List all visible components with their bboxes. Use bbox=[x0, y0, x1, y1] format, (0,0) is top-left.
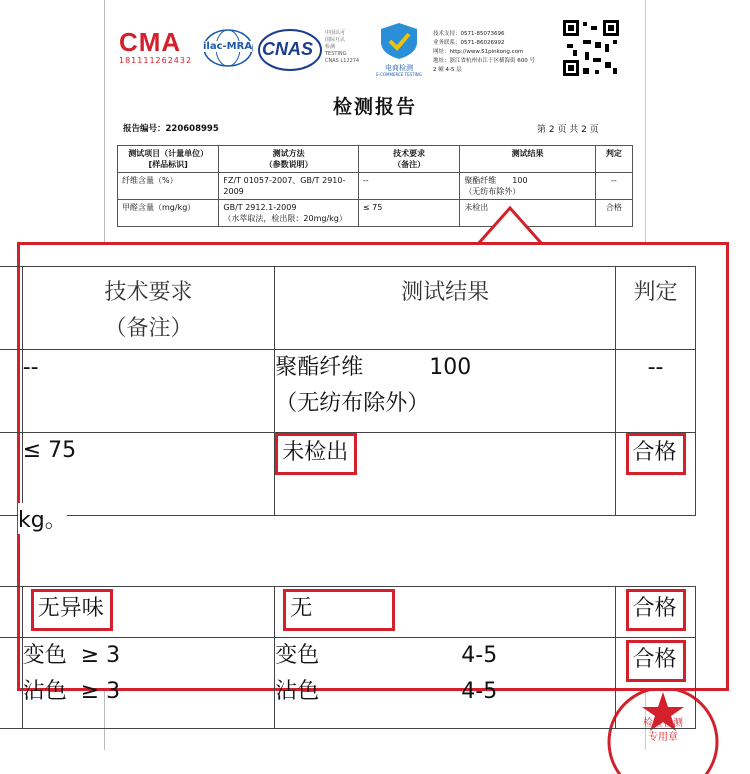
contact-line: 业务联系：0571-86026992 bbox=[433, 40, 505, 46]
zoom-row-odor bbox=[0, 587, 696, 638]
color-change-value: 4-5 bbox=[461, 643, 498, 668]
cnas-caption-line: TESTING bbox=[325, 51, 347, 57]
shield-check-icon bbox=[367, 20, 431, 60]
cma-mark: CMA bbox=[119, 27, 182, 57]
odor-verdict: 合格 bbox=[626, 589, 686, 631]
color-change-requirement: 变色 ≥ 3 bbox=[22, 643, 121, 668]
ilac-logo bbox=[201, 28, 255, 72]
table-cell: 合格 bbox=[595, 200, 632, 227]
colorfastness-verdict-cell bbox=[616, 638, 696, 729]
table-row bbox=[118, 173, 633, 200]
table-cell: 纤维含量（%） bbox=[118, 173, 219, 200]
report-number: 报告编号：220608995 bbox=[123, 124, 219, 134]
zoom-header-requirement bbox=[22, 267, 275, 350]
staining-label: 沾色 bbox=[275, 679, 320, 704]
table-cell: -- bbox=[595, 173, 632, 200]
zoom-cell-edge bbox=[0, 267, 22, 350]
formaldehyde-requirement: ≤ 75 bbox=[22, 433, 275, 516]
zoom-row-gap bbox=[0, 516, 696, 587]
zoom-cell-edge bbox=[0, 638, 22, 729]
cnas-caption-line: 检测 bbox=[325, 44, 336, 50]
cma-logo bbox=[119, 28, 199, 72]
page-indicator: 第 2 页 共 2 页 bbox=[537, 125, 599, 135]
fiber-note: （无纺布除外） bbox=[275, 391, 430, 416]
cnas-text: CNAS bbox=[262, 39, 314, 59]
contact-line: 地址：浙江省杭州市江干区横海街 600 号 bbox=[433, 58, 535, 64]
contact-line: 2 幢 4-5 层 bbox=[433, 67, 462, 73]
table-row bbox=[118, 200, 633, 227]
cnas-caption-line: CNAS L12274 bbox=[325, 58, 360, 64]
report-title: 检测报告 bbox=[332, 96, 417, 118]
zoom-cell-edge bbox=[0, 350, 22, 433]
zoom-cell-edge bbox=[0, 587, 22, 638]
fiber-value: 100 bbox=[429, 355, 472, 380]
requirement-header-line: （备注） bbox=[104, 316, 193, 341]
table-header-row bbox=[118, 146, 633, 173]
results-table bbox=[117, 145, 633, 227]
zoom-header-row bbox=[0, 267, 696, 350]
odor-result: 无 bbox=[283, 589, 395, 631]
odor-verdict-cell bbox=[616, 587, 696, 638]
formaldehyde-verdict-cell bbox=[616, 433, 696, 516]
fiber-verdict: -- bbox=[616, 350, 696, 433]
fiber-name: 聚酯纤维 bbox=[275, 355, 364, 380]
cnas-logo bbox=[257, 28, 323, 72]
zoom-header-verdict: 判定 bbox=[616, 267, 696, 350]
staining-value: 4-5 bbox=[461, 679, 498, 704]
zoomed-results-table bbox=[0, 266, 696, 729]
contact-info bbox=[433, 30, 553, 75]
zoom-gap bbox=[0, 516, 696, 587]
zoom-row-formaldehyde bbox=[0, 433, 696, 516]
table-cell: ≤ 75 bbox=[358, 200, 459, 227]
table-cell: GB/T 2912.1-2009 （水萃取法，检出限：20mg/kg） bbox=[219, 200, 359, 227]
odor-result-cell bbox=[275, 587, 616, 638]
cma-number: 181111262432 bbox=[119, 56, 193, 65]
cnas-caption-line: 中国认可 bbox=[325, 30, 346, 36]
color-change-result bbox=[275, 638, 615, 674]
staining-result bbox=[275, 674, 615, 710]
odor-requirement-cell bbox=[22, 587, 275, 638]
ilac-text: ilac-MRA bbox=[203, 41, 253, 52]
column-header: 测试项目（计量单位） [样品标识] bbox=[118, 146, 219, 173]
contact-line: 技术支持：0571-85073696 bbox=[433, 31, 505, 37]
colorfastness-requirement bbox=[22, 638, 275, 729]
fiber-result bbox=[275, 350, 616, 433]
qr-code-icon bbox=[561, 18, 621, 78]
contact-line: 网址：http://www.51pinkong.com bbox=[433, 49, 524, 55]
ecommerce-testing-logo bbox=[367, 20, 431, 76]
column-header: 测试结果 bbox=[460, 146, 596, 173]
column-header: 判定 bbox=[595, 146, 632, 173]
table-cell: -- bbox=[358, 173, 459, 200]
fiber-requirement: -- bbox=[22, 350, 275, 433]
odor-requirement: 无异味 bbox=[31, 589, 113, 631]
table-cell: 未检出 bbox=[460, 200, 596, 227]
ecommerce-caption-en: E-COMMERCE TESTING bbox=[376, 72, 422, 77]
zoom-row-fiber bbox=[0, 350, 696, 433]
colorfastness-result bbox=[275, 638, 616, 729]
fiber-result-line bbox=[275, 350, 615, 386]
formaldehyde-result-cell bbox=[275, 433, 616, 516]
colorfastness-verdict: 合格 bbox=[626, 640, 686, 682]
zoom-header-result: 测试结果 bbox=[275, 267, 616, 350]
cnas-caption-line: 国际互认 bbox=[325, 37, 346, 43]
zoom-row-colorfastness bbox=[0, 638, 696, 729]
formaldehyde-result: 未检出 bbox=[275, 433, 357, 475]
column-header: 测试方法 （参数说明） bbox=[219, 146, 359, 173]
table-cell: FZ/T 01057-2007、GB/T 2910-2009 bbox=[219, 173, 359, 200]
stamp-subtext: 专用章 bbox=[648, 732, 678, 743]
table-cell: 聚酯纤维 100 （无纺布除外） bbox=[460, 173, 596, 200]
staining-requirement: 沾色 ≥ 3 bbox=[22, 679, 121, 704]
requirement-header-line: 技术要求 bbox=[104, 280, 193, 305]
qr-code bbox=[561, 18, 621, 78]
table-cell: 甲醛含量（mg/kg） bbox=[118, 200, 219, 227]
unit-fragment: kg。 bbox=[18, 503, 67, 534]
magnified-callout bbox=[17, 242, 729, 704]
formaldehyde-verdict: 合格 bbox=[626, 433, 686, 475]
ecommerce-caption: 电商检测 bbox=[385, 64, 413, 72]
color-change-label: 变色 bbox=[275, 643, 320, 668]
stamp-text: 检验检测 bbox=[643, 718, 683, 729]
column-header: 技术要求 （备注） bbox=[358, 146, 459, 173]
